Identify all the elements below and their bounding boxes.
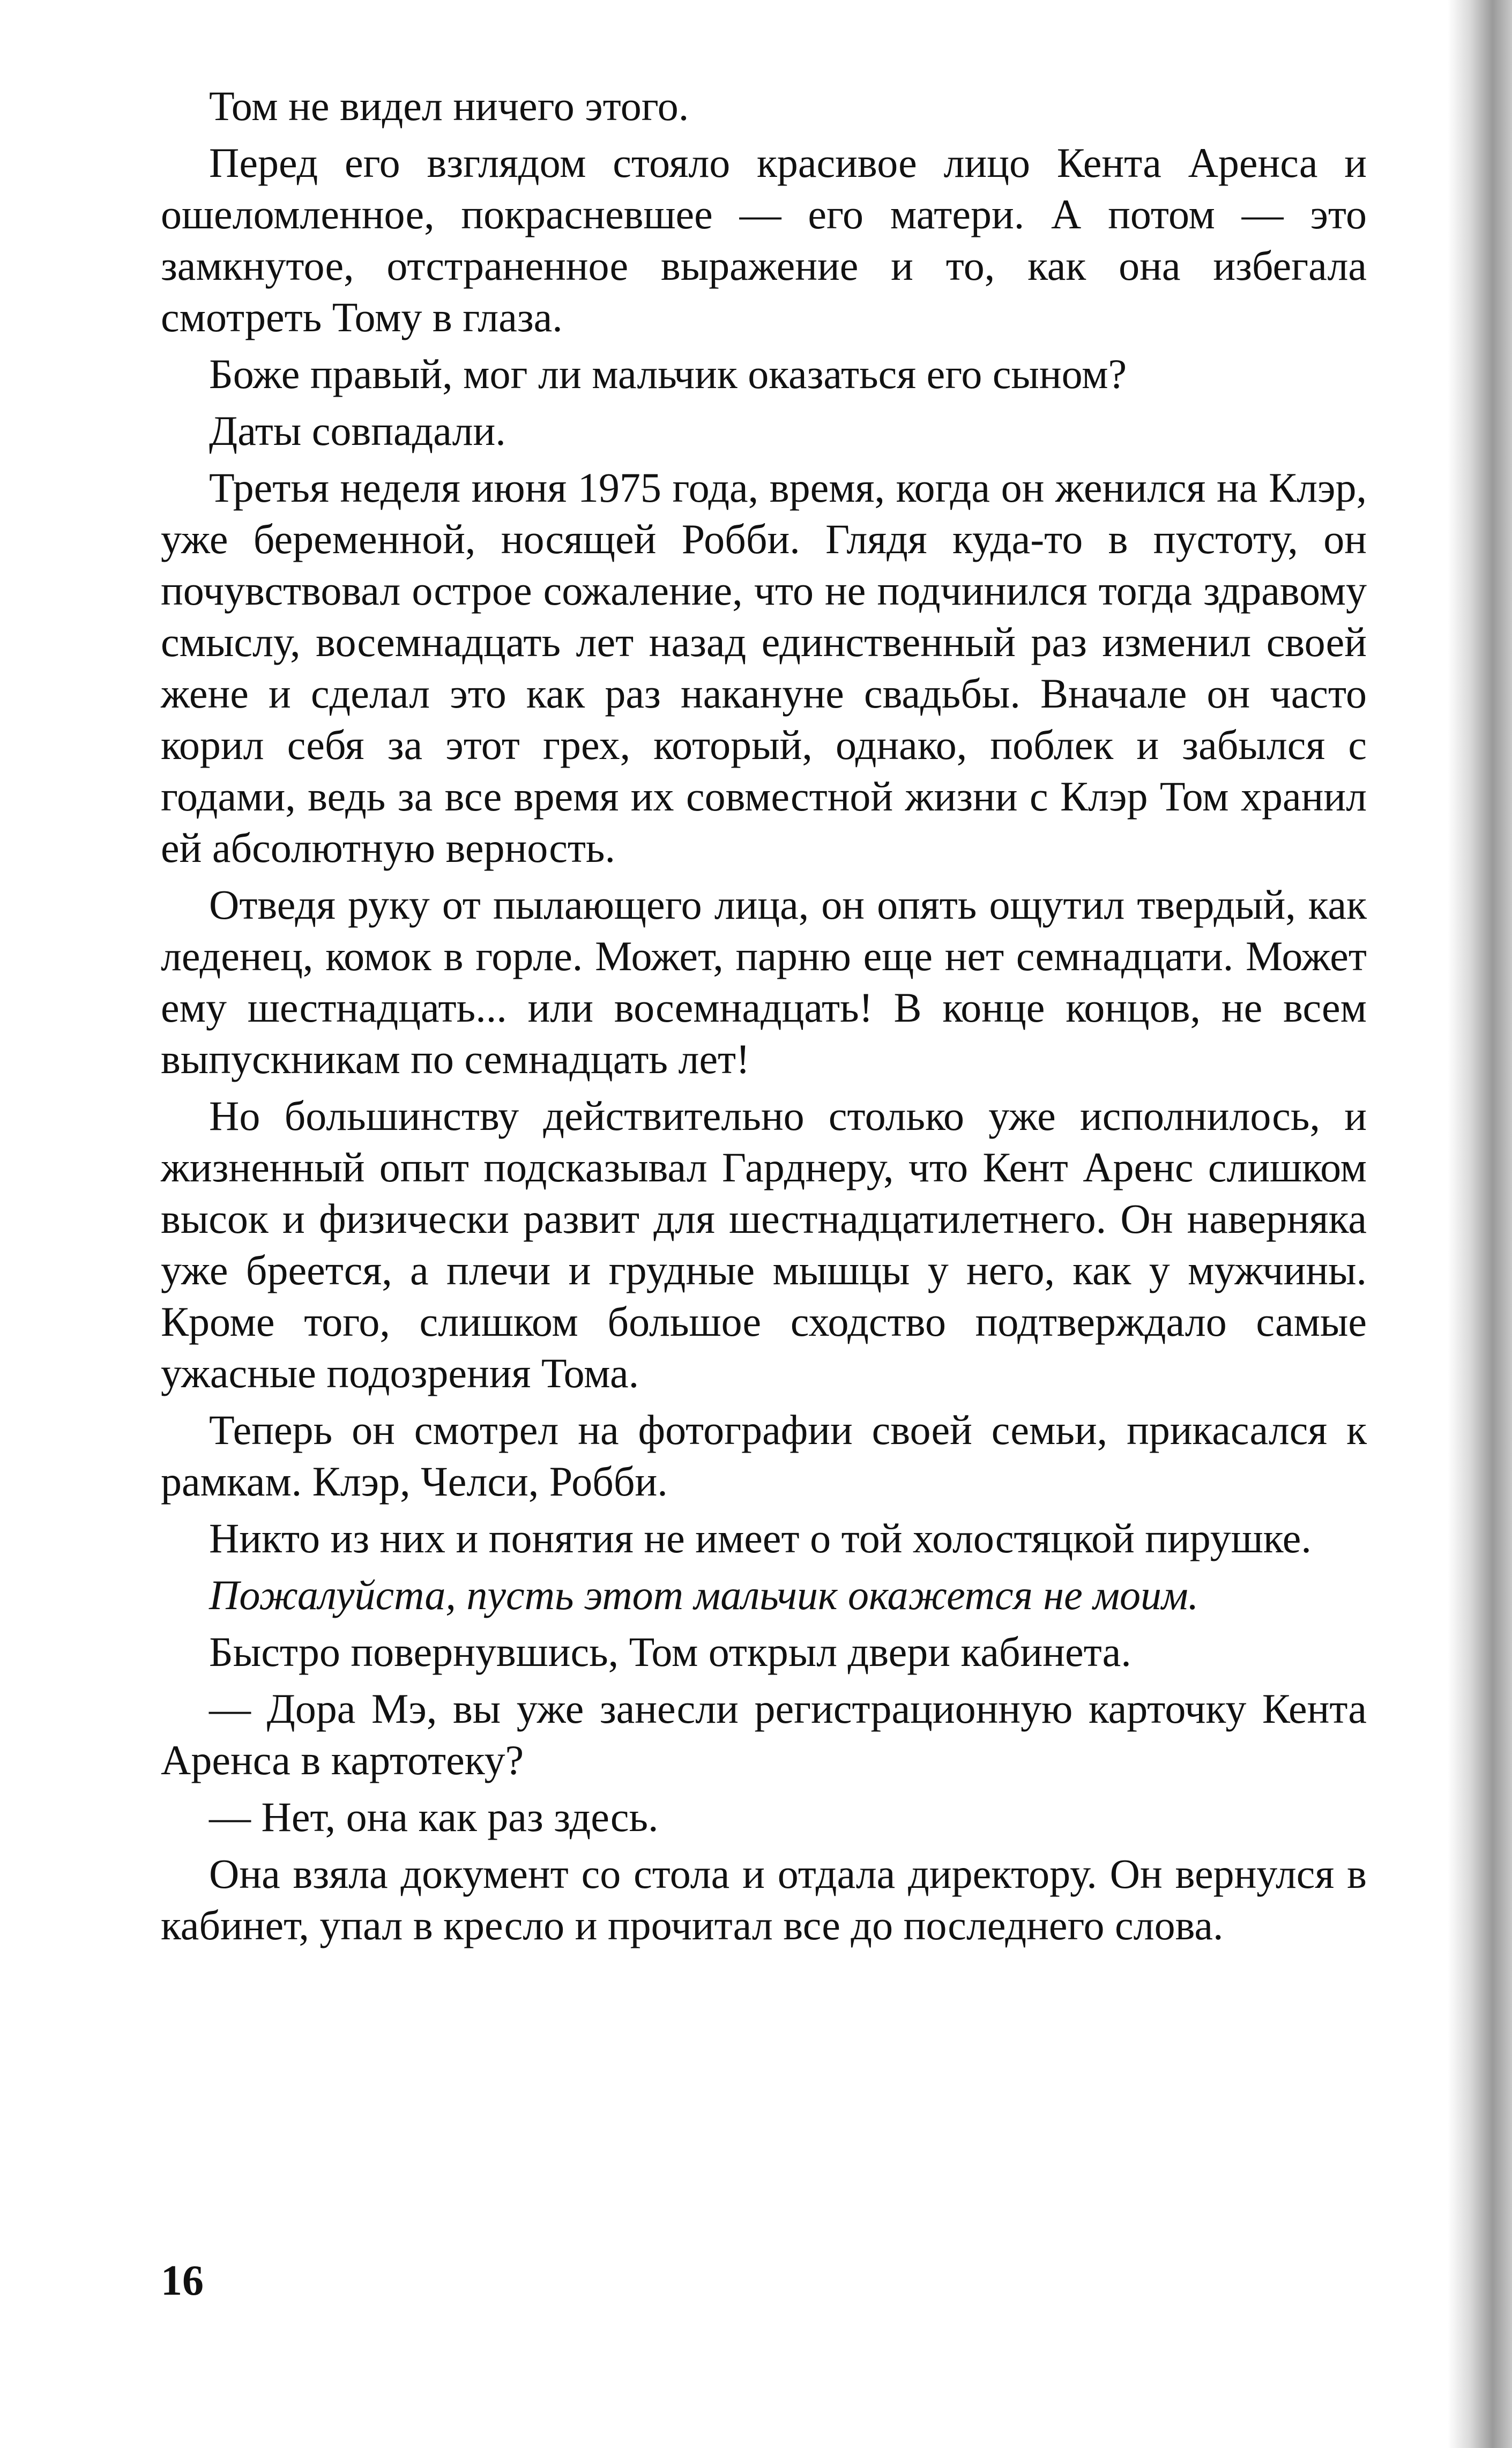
page-number: 16 [161,2257,204,2304]
paragraph: Боже правый, мог ли мальчик оказаться его сыном? [209,351,1127,397]
paragraph: Отведя руку от пылающего лица, он опять ощутил твердый, как леденец, комок в горле. Может, парню еще нет семнадцати. Может ему шестнадцать... или восемнадцать! В конце концов, не всем выпускникам по семнадцать лет! [161,881,1367,1082]
paragraph: Третья неделя июня 1975 года, время, когда он женился на Клэр, уже беременной, носящей Робби. Глядя куда-то в пустоту, он почувствовал острое сожаление, что не подчинился тогда здравому смыслу, восемнадцать лет назад единственный раз изменил своей жене и сделал это как раз накануне свадьбы. Вначале он часто корил себя за этот грех, который, однако, поблек и забылся с годами, ведь за все время их совместной жизни с Клэр Том хранил ей абсолютную верность. [161,464,1367,871]
italic-paragraph: Пожалуйста, пусть этот мальчик окажется не моим. [209,1572,1199,1618]
paragraph: Теперь он смотрел на фотографии своей семьи, прикасался к рамкам. Клэр, Челси, Робби. [161,1407,1367,1505]
paragraph: Быстро повернувшись, Том открыл двери кабинета. [209,1628,1131,1675]
paragraph: Даты совпадали. [209,407,506,454]
body-text [161,80,1367,1956]
paragraph: Она взяла документ со стола и отдала директору. Он вернулся в кабинет, упал в кресло и прочитал все до последнего слова. [161,1850,1367,1948]
paragraph: Никто из них и понятия не имеет о той холостяцкой пирушке. [209,1515,1312,1561]
dialogue-line: — Нет, она как раз здесь. [209,1794,659,1840]
paragraph: Перед его взглядом стояло красивое лицо Кента Аренса и ошеломленное, покрасневшее — его матери. А потом — это замкнутое, отстраненное выражение и то, как она избегала смотреть Тому в глаза. [161,139,1367,340]
page-binding-edge [1448,0,1512,2448]
paragraph: Но большинству действительно столько уже исполнилось, и жизненный опыт подсказывал Гарднеру, что Кент Аренс слишком высок и физически развит для шестнадцатилетнего. Он наверняка уже бреется, а плечи и грудные мышцы у него, как у мужчины. Кроме того, слишком большое сходство подтверждало самые ужасные подозрения Тома. [161,1092,1367,1396]
dialogue-line: — Дора Мэ, вы уже занесли регистрационную карточку Кента Аренса в картотеку? [161,1685,1367,1783]
paragraph: Том не видел ничего этого. [209,83,689,129]
